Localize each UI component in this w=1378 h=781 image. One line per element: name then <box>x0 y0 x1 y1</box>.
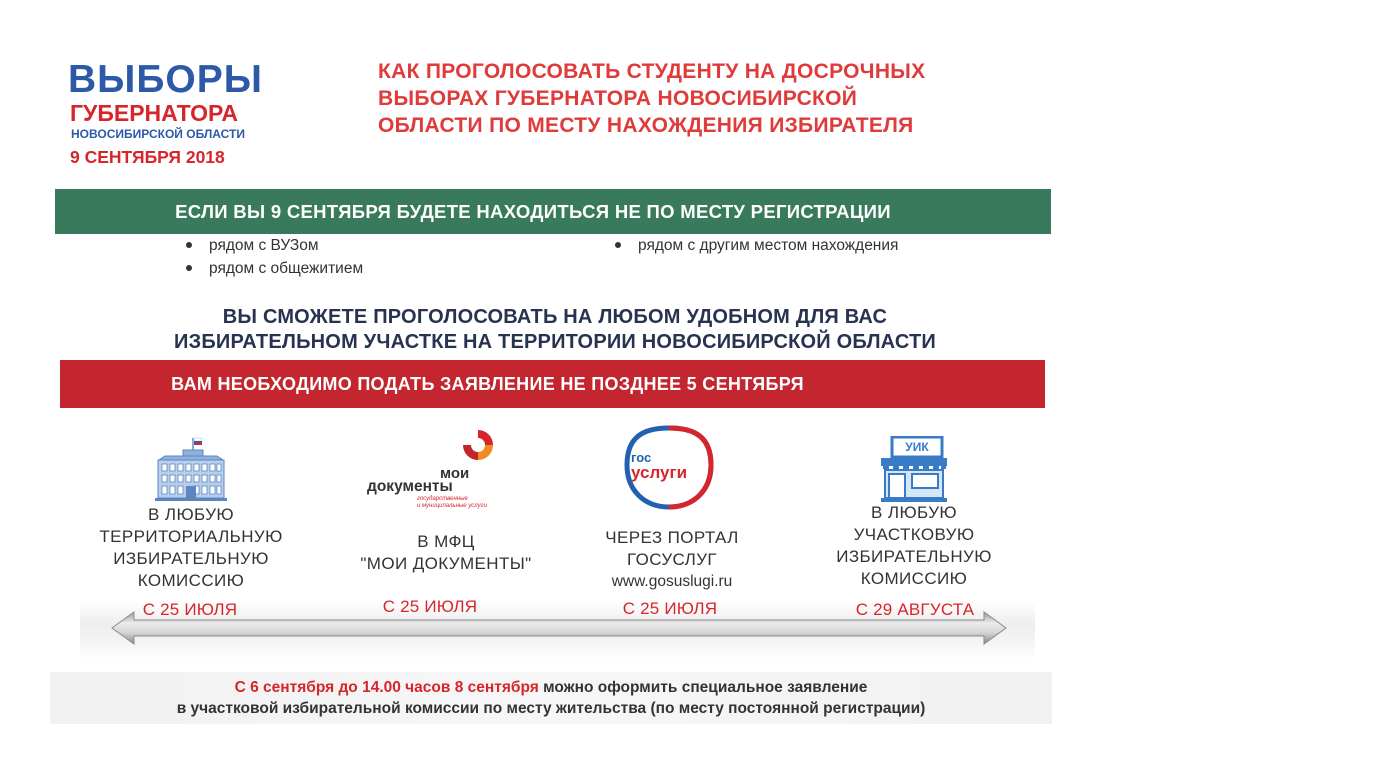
moi-dokumenty-logo <box>365 428 500 513</box>
list-item <box>186 259 363 279</box>
logo-date: 9 СЕНТЯБРЯ 2018 <box>70 147 225 167</box>
option-text-line: КОМИССИЮ <box>860 569 968 588</box>
page-title-line: ВЫБОРАХ ГУБЕРНАТОРА НОВОСИБИРСКОЙ <box>378 87 858 110</box>
footer-note-line-1 <box>50 677 1052 698</box>
footer-note <box>50 677 1052 719</box>
main-statement <box>120 305 990 355</box>
moi-dokumenty-text-2: документы <box>367 478 453 495</box>
page-title-line: КАК ПРОГОЛОСОВАТЬ СТУДЕНТУ НА ДОСРОЧНЫХ <box>378 60 926 83</box>
gosuslugi-url-link[interactable]: www.gosuslugi.ru <box>611 573 733 590</box>
moi-dokumenty-sub-2: и муниципальные услуги <box>417 503 487 509</box>
gosuslugi-text-2: услуги <box>631 463 688 482</box>
moi-dokumenty-mark-icon <box>461 428 495 462</box>
option-text-line: ИЗБИРАТЕЛЬНУЮ <box>836 547 992 566</box>
date-label: С 25 ИЮЛЯ <box>382 597 478 616</box>
footer-highlight: С 6 сентября до 14.00 часов 8 сентября <box>234 679 539 696</box>
option-text-line: УЧАСТКОВУЮ <box>853 525 975 544</box>
date-label: С 29 АВГУСТА <box>855 600 975 619</box>
option-text-line: ТЕРРИТОРИАЛЬНУЮ <box>99 527 283 546</box>
bullet-icon <box>186 242 192 248</box>
date-label: С 25 ИЮЛЯ <box>622 599 718 618</box>
page-title <box>378 58 1018 139</box>
logo-title: ВЫБОРЫ <box>68 58 263 101</box>
option-text-line: "МОИ ДОКУМЕНТЫ" <box>360 554 532 573</box>
option-gosuslugi-portal <box>572 527 772 571</box>
option-text-line: В МФЦ <box>417 532 475 551</box>
bullet-icon <box>615 242 621 248</box>
list-item-text: рядом с ВУЗом <box>209 237 319 254</box>
deadline-banner <box>60 360 1045 408</box>
option-text-line: ГОСУСЛУГ <box>626 550 718 569</box>
option-text-line: В ЛЮБУЮ <box>148 505 234 524</box>
logo-region: НОВОСИБИРСКОЙ ОБЛАСТИ <box>71 127 245 141</box>
list-item <box>186 236 319 256</box>
option-text-line: КОМИССИЮ <box>137 571 245 590</box>
footer-note-line-2: в участковой избирательной комиссии по месту жительства (по месту постоянной регистрации) <box>176 700 926 717</box>
condition-banner-text: ЕСЛИ ВЫ 9 СЕНТЯБРЯ БУДЕТЕ НАХОДИТЬСЯ НЕ ПО МЕСТУ РЕГИСТРАЦИИ <box>175 200 891 222</box>
option-mfc <box>320 531 572 575</box>
list-item-text: рядом с общежитием <box>209 260 364 277</box>
condition-banner <box>55 189 1051 234</box>
option-text-line: В ЛЮБУЮ <box>871 503 957 522</box>
bullet-icon <box>186 265 192 271</box>
option-territorial-commission <box>84 504 298 592</box>
option-precinct-commission <box>810 502 1018 590</box>
deadline-banner-text: ВАМ НЕОБХОДИМО ПОДАТЬ ЗАЯВЛЕНИЕ НЕ ПОЗДНЕЕ 5 СЕНТЯБРЯ <box>171 373 804 394</box>
page-title-line: ОБЛАСТИ ПО МЕСТУ НАХОЖДЕНИЯ ИЗБИРАТЕЛЯ <box>378 114 914 137</box>
list-item-text: рядом с другим местом нахождения <box>638 237 899 254</box>
gosuslugi-logo <box>623 425 715 511</box>
date-label: С 25 ИЮЛЯ <box>142 600 238 619</box>
footer-rest: можно оформить специальное заявление <box>538 679 868 696</box>
main-statement-line: ИЗБИРАТЕЛЬНОМ УЧАСТКЕ НА ТЕРРИТОРИИ НОВОСИБИРСКОЙ ОБЛАСТИ <box>174 331 936 353</box>
main-statement-line: ВЫ СМОЖЕТЕ ПРОГОЛОСОВАТЬ НА ЛЮБОМ УДОБНОМ ДЛЯ ВАС <box>222 306 888 328</box>
list-item <box>615 236 898 256</box>
moi-dokumenty-sub-1: государственные <box>417 496 468 502</box>
option-text-line: ИЗБИРАТЕЛЬНУЮ <box>113 549 269 568</box>
logo-subtitle: ГУБЕРНАТОРА <box>70 100 238 126</box>
gosuslugi-text-1: гос <box>631 450 652 465</box>
government-building-icon <box>155 436 227 507</box>
option-text-line: ЧЕРЕЗ ПОРТАЛ <box>605 528 739 547</box>
moi-dokumenty-text-1: мои <box>440 465 470 482</box>
uik-polling-station-icon <box>879 436 949 502</box>
uik-sign-text: УИК <box>905 440 929 454</box>
